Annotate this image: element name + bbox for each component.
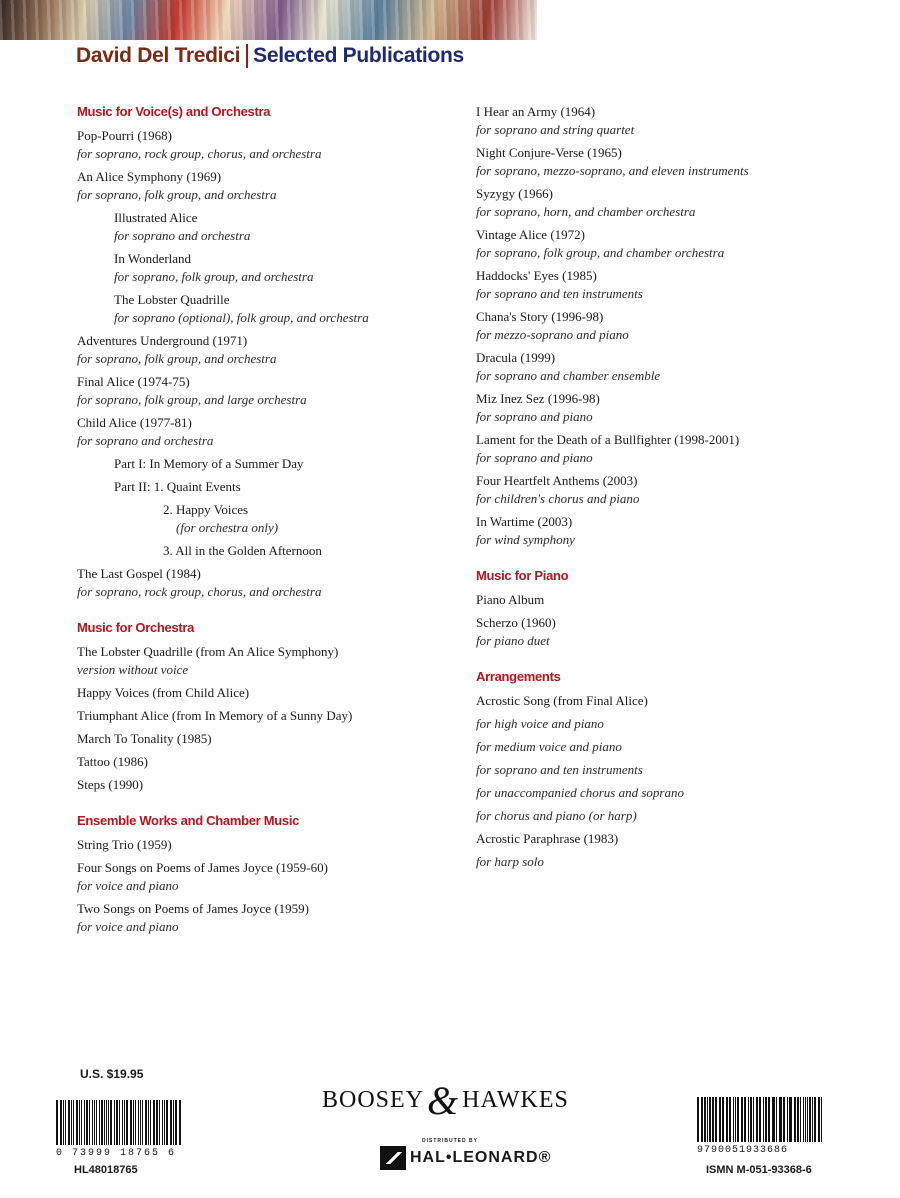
section-heading: Music for Piano [476,568,569,583]
work-line [77,730,457,748]
barcode-bar [159,1100,160,1145]
barcode-bar [94,1100,95,1145]
work-year: (from Final Alice) [553,693,648,708]
work-title: Tattoo [77,754,111,769]
work-instrumentation: for soprano and ten instruments [476,286,643,301]
barcode-bar [145,1100,147,1145]
barcode-bar [180,1100,181,1145]
barcode-bar [122,1100,123,1145]
publication-entry [476,144,876,180]
barcode-bar [794,1097,796,1142]
work-title: Four Songs on Poems of James Joyce [77,860,273,875]
work-title: The Lobster Quadrille [77,644,193,659]
work-year: (1966) [518,186,553,201]
work-line [476,513,876,531]
barcode-bar [729,1097,731,1142]
barcode-bar [821,1097,822,1142]
publication-entry [476,349,876,385]
work-title: Dracula [476,350,518,365]
barcode-bar [748,1097,749,1142]
barcode-bar [803,1097,804,1142]
work-line [114,209,457,227]
publication-entry [77,684,457,702]
work-year: (1983) [583,831,619,846]
barcode-bar [763,1097,764,1142]
section-heading: Music for Voice(s) and Orchestra [77,104,271,119]
publication-entry [77,730,457,748]
barcode-bar [86,1100,88,1145]
barcode-bar [768,1097,770,1142]
barcode-bar [735,1097,736,1142]
work-instrumentation: version without voice [77,662,189,677]
barcode-bar [92,1100,93,1145]
barcode-bar [783,1097,785,1142]
work-title: Scherzo [476,615,518,630]
work-title: Final Alice [77,374,135,389]
publication-entry [77,414,457,450]
work-instrumentation: for piano duet [476,633,550,648]
publisher-logo [322,1077,569,1123]
work-instrumentation: for wind symphony [476,532,575,547]
publication-entry [476,472,876,508]
barcode-bar [164,1100,165,1145]
barcode-bar [704,1097,706,1142]
work-line [114,250,457,268]
work-line [476,103,876,121]
barcode-bar [719,1097,720,1142]
publication-entry [77,643,457,679]
publication-entry [77,373,457,409]
work-title: The Last Gospel [77,566,163,581]
work-line [77,900,457,918]
work-instrumentation: for soprano, folk group, and orchestra [77,351,277,366]
movement-item: 2. Happy Voices [163,502,249,517]
arrangement-version: for unaccompanied chorus and soprano [476,785,684,800]
barcode-bar [175,1100,176,1145]
barcode-bar [89,1100,90,1145]
barcode-bar [737,1097,739,1142]
barcode-bar [759,1097,761,1142]
barcode-bar [712,1097,714,1142]
page-header [76,42,464,70]
work-line [476,431,876,449]
publication-entry [476,103,876,139]
publication-entry [476,513,876,549]
barcode-bar [741,1097,743,1142]
barcode-bar [787,1097,788,1142]
barcode-bar [776,1097,777,1142]
publisher-ampersand: & [427,1077,460,1123]
work-title: In Wonderland [114,251,192,266]
work-year: (1965) [587,145,622,160]
work-line [77,836,457,854]
barcode-bar [116,1100,118,1145]
work-line [77,643,457,661]
publication-entry [77,332,457,368]
publisher-name-right: HAWKES [462,1087,569,1113]
barcode-bar [73,1100,74,1145]
work-year: (1996-98) [551,309,604,324]
publication-entry [77,900,457,936]
work-year: (1985) [176,731,212,746]
work-title: Adventures Underground [77,333,210,348]
work-title: Happy Voices [77,685,150,700]
publication-entry [476,267,876,303]
work-year: (1984) [166,566,201,581]
barcode-bar [818,1097,820,1142]
barcode-bar [110,1100,112,1145]
barcode-bar [142,1100,143,1145]
barcode-bar [790,1097,791,1142]
barcode-bar [179,1100,180,1145]
barcode-bar [84,1100,85,1145]
barcode-bar [119,1100,120,1145]
barcode-bar [772,1097,773,1142]
left-column [77,103,457,941]
publication-entry [476,692,876,710]
work-line [476,830,876,848]
work-instrumentation: for soprano and orchestra [114,228,251,243]
work-instrumentation: for soprano and piano [476,450,593,465]
barcode-bar [156,1100,158,1145]
work-year: (1985) [562,268,597,283]
hal-leonard-mark-icon [380,1146,406,1170]
work-line [77,859,457,877]
work-title: Acrostic Paraphrase [476,831,581,846]
barcode-bar [68,1100,70,1145]
distributor-logo [380,1144,551,1172]
publication-entry [476,185,876,221]
work-year: (1990) [108,777,144,792]
work-title: Syzygy [476,186,515,201]
barcode-bar [780,1097,782,1142]
work-instrumentation: for soprano and orchestra [77,433,214,448]
barcode-bar [765,1097,766,1142]
section-heading: Ensemble Works and Chamber Music [77,813,300,828]
work-title: Two Songs on Poems of James Joyce [77,901,272,916]
publication-entry [77,127,457,163]
work-instrumentation: for mezzo-soprano and piano [476,327,629,342]
barcode-bar [133,1100,134,1145]
barcode-bar [697,1097,699,1142]
work-year: (1974-75) [137,374,190,389]
barcode-bar [60,1100,62,1145]
work-instrumentation: for soprano, folk group, and large orchestra [77,392,307,407]
barcode-bar [789,1097,790,1142]
barcode-bar [753,1097,754,1142]
barcode-bar [153,1100,154,1145]
work-line [476,308,876,326]
work-title: Miz Inez Sez [476,391,545,406]
publication-entry [476,830,876,848]
work-line [114,291,457,309]
work-line [77,684,457,702]
publication-entry [77,565,457,601]
work-line [77,776,457,794]
publication-entry [77,250,457,286]
barcode-bar [170,1100,172,1145]
distributed-by-label: DISTRIBUTED BY [422,1138,478,1144]
work-title: Illustrated Alice [114,210,198,225]
barcode-bar [138,1100,139,1145]
barcode-bar [79,1100,80,1145]
work-title: Chana's Story [476,309,549,324]
page-title: Selected Publications [253,44,464,67]
price: U.S. $19.95 [80,1067,144,1081]
barcode-bar [150,1100,151,1145]
barcode-bar [130,1100,132,1145]
movement-note: (for orchestra only) [176,520,279,535]
publication-entry [476,308,876,344]
work-year: (2003) [537,514,573,529]
right-column [476,103,876,876]
barcode-bar [709,1097,711,1142]
work-line [476,349,876,367]
header-divider [246,44,248,68]
barcode-bar [71,1100,72,1145]
barcode-bar [96,1100,97,1145]
work-instrumentation: for voice and piano [77,878,179,893]
barcode-bar [722,1097,724,1142]
work-year: (1998-2001) [674,432,740,447]
publication-entry [77,209,457,245]
publication-entry [77,168,457,204]
work-line [77,753,457,771]
work-instrumentation: for soprano and piano [476,409,593,424]
section-heading: Music for Orchestra [77,620,195,635]
barcode-bar [807,1097,808,1142]
catalog-number: HL48018765 [74,1164,138,1176]
publisher-name-left: BOOSEY [322,1087,425,1113]
publication-entry [77,859,457,895]
barcode-bar [162,1100,163,1145]
barcode-bar [800,1097,801,1142]
barcode-bar [63,1100,64,1145]
barcode-bar [779,1097,780,1142]
publication-entry [77,753,457,771]
barcode-bar [727,1097,728,1142]
work-line [476,390,876,408]
work-title: Night Conjure-Verse [476,145,584,160]
work-instrumentation: for soprano (optional), folk group, and orchestra [114,310,369,325]
publication-entry [476,614,876,650]
work-line [77,168,457,186]
work-title: Triumphant Alice [77,708,169,723]
work-year: (1971) [212,333,248,348]
publication-entry [476,591,876,609]
barcode-bar [750,1097,752,1142]
work-instrumentation: for soprano, horn, and chamber orchestra [476,204,696,219]
work-year: (1999) [520,350,556,365]
barcode-bar [812,1097,813,1142]
work-year: (1964) [560,104,596,119]
movement-item: 3. All in the Golden Afternoon [163,543,322,558]
publication-entry [476,226,876,262]
work-title: String Trio [77,837,134,852]
publication-entry [77,836,457,854]
work-year: (1968) [137,128,172,143]
barcode-bar [756,1097,757,1142]
work-title: Lament for the Death of a Bullfighter [476,432,671,447]
barcode-bar [166,1100,167,1145]
barcode-bar [65,1100,66,1145]
work-year: (1959) [136,837,172,852]
work-line [77,332,457,350]
movement-item: Part II: 1. Quaint Events [114,479,241,494]
work-instrumentation: for children's chorus and piano [476,491,640,506]
work-title: An Alice Symphony [77,169,184,184]
work-year: (from An Alice Symphony) [195,644,339,659]
work-instrumentation: for voice and piano [77,919,179,934]
publication-entry [77,707,457,725]
ismn-number: ISMN M-051-93368-6 [706,1164,812,1176]
work-instrumentation: for soprano, rock group, chorus, and orchestra [77,146,322,161]
barcode-bar [715,1097,716,1142]
work-line [476,614,876,632]
cover-banner-image [0,0,537,40]
work-year: (1959) [274,901,310,916]
work-title: March To Tonality [77,731,174,746]
barcode-bar [805,1097,806,1142]
barcode-bar [701,1097,703,1142]
work-year: (1996-98) [547,391,600,406]
work-instrumentation: for soprano, folk group, and orchestra [114,269,314,284]
work-instrumentation: for soprano, rock group, chorus, and orchestra [77,584,322,599]
upc-barcode [56,1100,182,1145]
work-instrumentation: for soprano, mezzo-soprano, and eleven instruments [476,163,749,178]
barcode-bar [81,1100,82,1145]
work-title: In Wartime [476,514,535,529]
arrangement-version: for soprano and ten instruments [476,762,643,777]
barcode-bar [99,1100,100,1145]
work-year: (from Child Alice) [152,685,250,700]
ismn-digits: 9790051933686 [697,1145,789,1156]
work-year: (1986) [113,754,148,769]
work-year: (1969) [186,169,222,184]
barcode-bar [101,1100,103,1145]
arrangement-version: for harp solo [476,854,544,869]
barcode-bar [173,1100,174,1145]
ismn-barcode [697,1097,823,1142]
publication-entry [77,776,457,794]
work-year: (1972) [550,227,585,242]
work-instrumentation: for soprano and chamber ensemble [476,368,661,383]
work-year: (1959-60) [275,860,328,875]
work-title: Pop-Pourri [77,128,135,143]
barcode-bar [140,1100,141,1145]
arrangement-version: for high voice and piano [476,716,604,731]
barcode-bar [814,1097,816,1142]
movement-item: Part I: In Memory of a Summer Day [114,456,304,471]
barcode-bar [773,1097,775,1142]
barcode-bar [797,1097,799,1142]
work-title: Piano Album [476,592,545,607]
work-instrumentation: for soprano, folk group, and orchestra [77,187,277,202]
work-line [476,591,876,609]
arrangement-version: for medium voice and piano [476,739,622,754]
work-title: Four Heartfelt Anthems [476,473,600,488]
barcode-bar [726,1097,727,1142]
barcode-bar [104,1100,105,1145]
work-line [77,414,457,432]
work-title: Vintage Alice [476,227,548,242]
barcode-bar [56,1100,58,1145]
barcode-bar [745,1097,746,1142]
barcode-bar [707,1097,708,1142]
work-title: The Lobster Quadrille [114,292,230,307]
barcode-bar [733,1097,734,1142]
upc-digits: 0 73999 18765 6 [56,1148,177,1159]
work-instrumentation: for soprano and string quartet [476,122,635,137]
work-year: (from In Memory of a Sunny Day) [171,708,353,723]
barcode-bar [148,1100,149,1145]
work-line [476,185,876,203]
work-line [77,707,457,725]
publication-entry [476,431,876,467]
work-title: Child Alice [77,415,137,430]
work-line [77,127,457,145]
publication-entry [476,390,876,426]
barcode-bar [114,1100,115,1145]
work-year: (1977-81) [139,415,192,430]
publication-entry [77,291,457,327]
barcode-bar [106,1100,107,1145]
arrangement-version: for chorus and piano (or harp) [476,808,637,823]
work-line [476,144,876,162]
work-instrumentation: for soprano, folk group, and chamber orchestra [476,245,725,260]
work-title: Haddocks' Eyes [476,268,559,283]
barcode-bar [720,1097,721,1142]
work-line [77,373,457,391]
barcode-bar [76,1100,77,1145]
barcode-bar [108,1100,109,1145]
distributor-name: HAL•LEONARD® [410,1149,552,1166]
composer-name: David Del Tredici [76,44,241,67]
work-line [476,226,876,244]
section-heading: Arrangements [476,669,561,684]
work-line [476,472,876,490]
work-line [476,692,876,710]
work-title: I Hear an Army [476,104,558,119]
work-line [77,565,457,583]
barcode-bar [124,1100,125,1145]
barcode-bar [135,1100,136,1145]
work-title: Acrostic Song [476,693,551,708]
work-year: (2003) [602,473,638,488]
work-line [476,267,876,285]
barcode-bar [126,1100,127,1145]
barcode-bar [809,1097,810,1142]
barcode-bar [744,1097,745,1142]
work-title: Steps [77,777,106,792]
barcode-bar [757,1097,758,1142]
work-year: (1960) [521,615,556,630]
